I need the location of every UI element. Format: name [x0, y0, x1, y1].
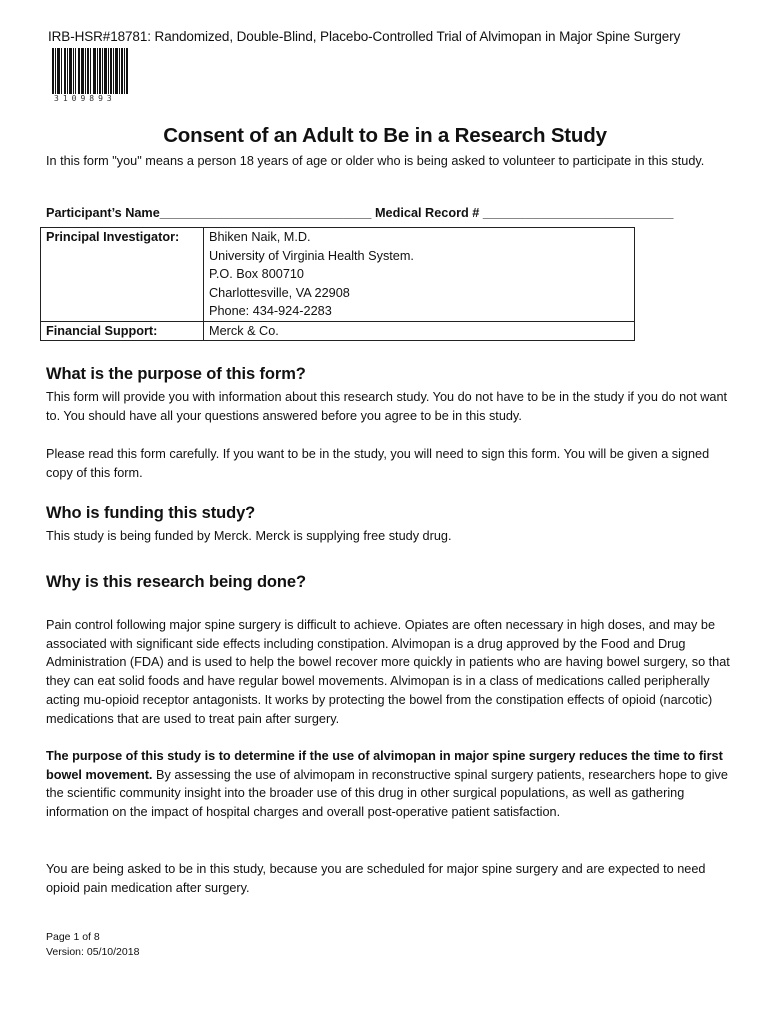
purpose-paragraph-1: This form will provide you with information about this research study. You do not have to be in the study if you do not want to. You should have all your questions answered before you agree to be in this study. — [46, 390, 728, 423]
purpose-paragraph-2: Please read this form carefully. If you want to be in the study, you will need to sign this form. You will be given a signed copy of this form. — [46, 447, 710, 480]
financial-support-value: Merck & Co. — [204, 321, 635, 341]
why-paragraph-3: You are being asked to be in this study, because you are scheduled for major spine surgery and are expected to need opioid pain medication after surgery. — [46, 862, 706, 895]
barcode-number: 3109893 — [54, 94, 116, 103]
funding-paragraph: This study is being funded by Merck. Merck is supplying free study drug. — [46, 529, 452, 543]
purpose-heading: What is the purpose of this form? — [46, 365, 306, 383]
intro-paragraph: In this form "you" means a person 18 years of age or older who is being asked to volunteer to participate in this study. — [46, 154, 705, 168]
page-number: Page 1 of 8 — [46, 931, 100, 943]
medical-record-field[interactable]: ___________________________ — [482, 206, 674, 220]
table-row — [41, 228, 635, 322]
why-paragraph-2 — [46, 747, 736, 822]
table-row — [41, 321, 635, 341]
pi-po-box: P.O. Box 800710 — [209, 267, 304, 281]
why-paragraph-1: Pain control following major spine surgery is difficult to achieve. Opiates are often necessary in high doses, and may be associated with significant side effects including constipation. Alvimopan is a drug approved by the Food and Drug Administration (FDA) and is used to help the bowel recover more quickly in patients who are having bowel surgery, so that they can eat solid foods and have regular bowel movements. Alvimopan is in a class of medications called peripherally acting mu-opioid receptor antagonists. It works by protecting the bowel from the constipation effects of opioid (narcotic) medications that are used to treat pain after surgery. — [46, 618, 730, 726]
pi-city: Charlottesville, VA 22908 — [209, 285, 350, 300]
page-footer — [46, 930, 139, 960]
pi-name: Bhiken Naik, M.D. — [209, 230, 311, 244]
version-date: Version: 05/10/2018 — [46, 946, 140, 958]
participant-name-label: Participant’s Name — [46, 206, 160, 220]
pi-institution: University of Virginia Health System. — [209, 248, 414, 263]
study-purpose-statement: The purpose of this study is to determine if the use of alvimopan in major spine surgery reduces the time to first bowel movement. — [46, 749, 723, 782]
investigator-table — [40, 227, 635, 341]
pi-details — [204, 228, 635, 322]
financial-support-label: Financial Support: — [41, 321, 204, 341]
irb-header-title: IRB-HSR#18781: Randomized, Double-Blind, Placebo-Controlled Trial of Alvimopan in Major Spine Surgery — [48, 29, 681, 44]
medical-record-label: Medical Record # — [374, 206, 480, 220]
participant-name-field[interactable]: ______________________________ — [159, 206, 372, 220]
pi-phone: Phone: 434-924-2283 — [209, 304, 332, 318]
document-title: Consent of an Adult to Be in a Research Study — [163, 124, 607, 147]
participant-fields-row — [46, 206, 673, 220]
study-purpose-details: By assessing the use of alvimopam in reconstructive spinal surgery patients, researchers hope to give the scientific community insight into the broader use of this drug in other surgical populations, as well as gathering information on the impact of hospital charges and overall post-operative patient satisfaction. — [46, 767, 728, 820]
pi-label: Principal Investigator: — [41, 228, 204, 322]
why-heading: Why is this research being done? — [46, 573, 306, 591]
barcode-image — [52, 48, 128, 94]
funding-heading: Who is funding this study? — [46, 504, 256, 522]
